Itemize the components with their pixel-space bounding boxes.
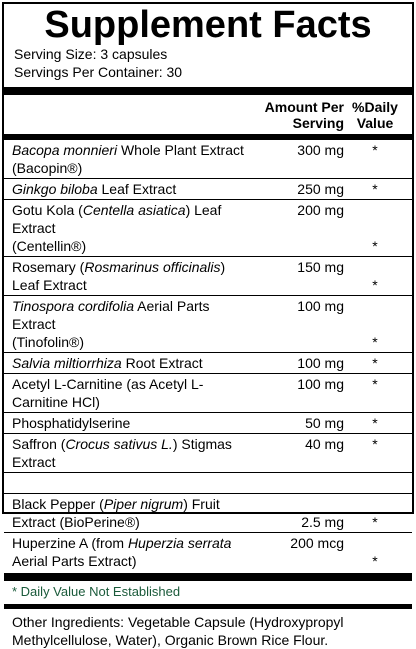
dv-header-line1: %Daily <box>352 99 398 115</box>
ingredient-row <box>4 532 412 571</box>
ingredient-name: Acetyl L-Carnitine (as Acetyl L-Carnitine HCl) <box>12 376 204 410</box>
ingredient-row <box>4 256 412 295</box>
ingredient-amount: 2.5 mg <box>301 514 344 530</box>
ingredient-amount: 40 mg <box>305 436 344 452</box>
ingredient-daily-value: * <box>372 277 378 293</box>
footnote: * Daily Value Not Established <box>12 584 181 599</box>
ingredient-list <box>4 139 412 472</box>
ingredient-name: Bacopa monnieri Whole Plant Extract (Bacopin®) <box>12 142 244 176</box>
amount-header <box>248 99 344 131</box>
ingredient-list-2 <box>4 493 412 571</box>
ingredient-daily-value: * <box>372 355 378 371</box>
ingredient-daily-value: * <box>372 376 378 392</box>
ingredient-daily-value: * <box>372 334 378 350</box>
ingredient-name: Saffron (Crocus sativus L.) Stigmas Extract <box>12 436 232 470</box>
ingredient-name: Black Pepper (Piper nigrum) Fruit Extract (BioPerine®) <box>12 496 220 530</box>
ingredient-name: Huperzine A (from Huperzia serrata Aerial Parts Extract) <box>12 535 232 569</box>
dv-header <box>344 99 406 131</box>
thick-divider <box>4 87 412 95</box>
ingredient-amount: 100 mg <box>297 355 344 371</box>
ingredient-amount: 200 mg <box>297 202 344 218</box>
supplement-facts-panel <box>2 2 414 648</box>
amount-header-line2: Serving <box>292 115 344 131</box>
ingredient-amount: 300 mg <box>297 142 344 158</box>
ingredient-daily-value: * <box>372 181 378 197</box>
serving-size: Serving Size: 3 capsules <box>14 46 168 62</box>
other-ingredients: Other Ingredients: Vegetable Capsule (Hydroxypropyl Methylcellulose, Water), Organic Brown Rice Flour. <box>12 614 344 648</box>
ingredient-name: Rosemary (Rosmarinus officinalis) Leaf Extract <box>12 259 226 293</box>
ingredient-amount: 50 mg <box>305 415 344 431</box>
ingredient-row <box>4 139 412 178</box>
ingredient-row <box>4 373 412 412</box>
ingredient-name: Phosphatidylserine <box>12 415 131 431</box>
ingredient-daily-value: * <box>372 238 378 254</box>
ingredient-daily-value: * <box>372 142 378 158</box>
panel-title: Supplement Facts <box>44 4 372 46</box>
ingredient-row <box>4 493 412 532</box>
dv-header-line2: Value <box>356 115 394 131</box>
header-spacer <box>12 99 248 131</box>
ingredient-daily-value: * <box>372 553 378 569</box>
servings-per-container: Servings Per Container: 30 <box>14 64 183 80</box>
column-header <box>4 95 412 134</box>
ingredient-row <box>4 199 412 256</box>
ingredient-row <box>4 295 412 352</box>
ingredient-daily-value: * <box>372 514 378 530</box>
ingredient-amount: 200 mcg <box>290 535 344 551</box>
ingredient-row <box>4 352 412 373</box>
ingredient-daily-value: * <box>372 415 378 431</box>
ingredient-name: Salvia miltiorrhiza Root Extract <box>12 355 203 371</box>
ingredient-daily-value: * <box>372 436 378 452</box>
ingredient-name: Gotu Kola (Centella asiatica) Leaf Extract (Centellin®) <box>12 202 222 254</box>
ingredient-name: Tinospora cordifolia Aerial Parts Extract (Tinofolin®) <box>12 298 210 350</box>
ingredient-amount: 100 mg <box>297 298 344 314</box>
amount-header-line1: Amount Per <box>264 99 344 115</box>
blank-row <box>4 472 412 493</box>
ingredient-amount: 150 mg <box>297 259 344 275</box>
footnote-divider <box>4 573 412 581</box>
ingredient-amount: 100 mg <box>297 376 344 392</box>
ingredient-row <box>4 433 412 472</box>
ingredient-row <box>4 412 412 433</box>
ingredient-name: Ginkgo biloba Leaf Extract <box>12 181 177 197</box>
ingredient-row <box>4 178 412 199</box>
ingredient-amount: 250 mg <box>297 181 344 197</box>
